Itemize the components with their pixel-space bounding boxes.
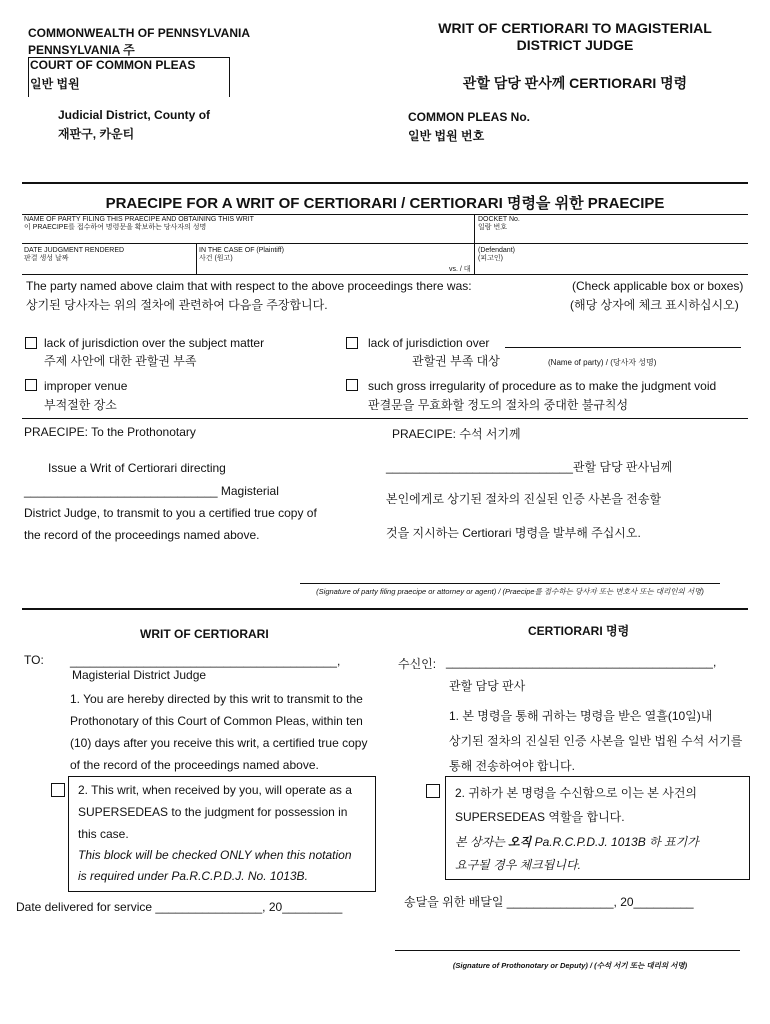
improper-venue-checkbox[interactable]: [25, 379, 37, 391]
form-title-line1: WRIT OF CERTIORARI TO MAGISTERIAL: [438, 20, 712, 36]
writ-p1-ko-line2: 상기된 절차의 진실된 인증 사본을 일반 법원 수석 서기를: [449, 734, 743, 748]
writ-p1-line2: Prothonotary of this Court of Common Pleas, within ten: [70, 714, 363, 728]
procedure-irregularity-checkbox[interactable]: [346, 379, 358, 391]
court-label: COURT OF COMMON PLEAS: [30, 58, 196, 72]
writ-p2-line3: this case.: [78, 827, 129, 841]
plaintiff-label-ko: 사건 (원고): [199, 255, 233, 262]
option-improper-venue: improper venue: [44, 379, 128, 393]
plaintiff-label: IN THE CASE OF (Plaintiff): [199, 247, 284, 254]
check-note: (Check applicable box or boxes): [572, 279, 744, 293]
defendant-label-ko: (피고인): [478, 255, 503, 262]
commonwealth-label-ko: PENNSYLVANIA 주: [28, 43, 135, 57]
to-prothonotary: PRAECIPE: To the Prothonotary: [24, 425, 196, 439]
option-irregularity: such gross irregularity of procedure as to make the judgment void: [368, 379, 717, 393]
claim-text: The party named above claim that with respect to the above proceedings there was:: [26, 279, 472, 293]
writ-p1-ko-line1: 1. 본 명령을 통해 귀하는 명령을 받은 열흘(10일)내: [449, 709, 713, 723]
judgment-date-label: DATE JUDGMENT RENDERED: [24, 247, 125, 254]
party-name-label: NAME OF PARTY FILING THIS PRAECIPE AND OBTAINING THIS WRIT: [24, 216, 254, 223]
option-party-jurisdiction-ko: 관할권 부족 대상: [412, 354, 500, 368]
supersedeas-checkbox[interactable]: [51, 783, 65, 797]
common-pleas-no-label: COMMON PLEAS No.: [408, 110, 530, 124]
writ-title-ko: CERTIORARI 명령: [528, 624, 630, 638]
party-name-label-ko: 이 PRAECIPE를 접수하여 명령문을 확보하는 당사자의 성명: [24, 224, 207, 231]
defendant-label: (Defendant): [478, 247, 515, 254]
praecipe-signature-caption: (Signature of party filing praecipe or attorney or agent) / (Praecipe를 접수하는 당사자 또는 변호사 또는 대리인의 서명): [316, 587, 704, 596]
writ-p1-line4: of the record of the proceedings named above.: [70, 758, 319, 772]
writ-p2-ko-line1: 2. 귀하가 본 명령을 수신함으로 이는 본 사건의: [455, 786, 698, 800]
praecipe-body-1: Issue a Writ of Certiorari directing: [48, 461, 226, 475]
writ-p1-line3: (10) days after you receive this writ, a certified true copy: [70, 736, 368, 750]
writ-p1-ko-line3: 통해 전송하여야 합니다.: [449, 759, 575, 773]
jurisdiction-subject-checkbox[interactable]: [25, 337, 37, 349]
praecipe-body-4: the record of the proceedings named above.: [24, 528, 260, 542]
date-delivered: Date delivered for service ________________, 20_________: [16, 900, 343, 914]
party-name-note: (Name of party) / (당사자 성명): [548, 358, 657, 367]
writ-p1-line1: 1. You are hereby directed by this writ to transmit to the: [70, 692, 363, 706]
form-title-ko: 관할 담당 판사께 CERTIORARI 명령: [462, 75, 688, 91]
writ-p2-ko-line3-a: 본 상자는: [455, 835, 509, 849]
common-pleas-no-label-ko: 일반 법원 번호: [408, 129, 485, 143]
prothonotary-signature-caption: (Signature of Prothonotary or Deputy) / (수석 서기 또는 대리의 서명): [452, 961, 688, 970]
writ-p2-ko-line3-emph: 오직: [508, 835, 532, 849]
praecipe-body-ko-2: 본인에게로 상기된 절차의 진실된 인증 사본을 전송할: [386, 492, 662, 506]
writ-p2-line2: SUPERSEDEAS to the judgment for possession in: [78, 805, 348, 819]
court-label-ko: 일반 법원: [30, 77, 80, 91]
supersedeas-checkbox-ko[interactable]: [426, 784, 440, 798]
praecipe-body-ko-3: 것을 지시하는 Certiorari 명령을 발부해 주십시오.: [386, 526, 641, 540]
judicial-district-label-ko: 재판구, 카운티: [58, 127, 135, 141]
praecipe-body-2: _____________________________ Magisterial: [24, 484, 279, 498]
vs-label: vs. / 대: [449, 266, 471, 273]
to-label-ko: 수신인:: [398, 657, 437, 671]
to-label: TO:: [24, 653, 44, 667]
claim-text-ko: 상기된 당사자는 위의 절차에 관련하여 다음을 주장합니다.: [26, 298, 328, 312]
form-title-line2: DISTRICT JUDGE: [516, 37, 634, 53]
option-irregularity-ko: 판결문을 무효화할 정도의 절차의 중대한 불규칙성: [368, 398, 629, 412]
judgment-date-label-ko: 판결 생성 날짜: [24, 255, 69, 262]
magisterial-judge-label-ko: 관할 담당 판사: [449, 679, 526, 693]
writ-p2-ko-line3-c: Pa.R.C.P.D.J. 1013B 하 표기가: [531, 835, 699, 849]
praecipe-body-3: District Judge, to transmit to you a certified true copy of: [24, 506, 317, 520]
praecipe-body-ko-1: ____________________________관할 담당 판사님께: [386, 460, 673, 474]
option-subject-matter: lack of jurisdiction over the subject matter: [44, 336, 265, 350]
writ-p2-line5: is required under Pa.R.C.P.D.J. No. 1013B.: [78, 869, 308, 883]
writ-title: WRIT OF CERTIORARI: [140, 627, 269, 641]
option-subject-matter-ko: 주제 사안에 대한 관할권 부족: [44, 354, 197, 368]
praecipe-title: PRAECIPE FOR A WRIT OF CERTIORARI / CERTIORARI 명령을 위한 PRAECIPE: [105, 195, 665, 212]
writ-p2-line1: 2. This writ, when received by you, will operate as a: [78, 783, 352, 797]
to-prothonotary-ko: PRAECIPE: 수석 서기께: [392, 427, 521, 441]
magisterial-judge-label: Magisterial District Judge: [72, 668, 207, 682]
judicial-district-label: Judicial District, County of: [58, 108, 211, 122]
to-blank: ________________________________________,: [70, 654, 341, 668]
date-delivered-ko: 송달을 위한 배달일 ________________, 20_________: [404, 895, 694, 909]
commonwealth-label: COMMONWEALTH OF PENNSYLVANIA: [28, 26, 250, 40]
writ-p2-line4: This block will be checked ONLY when this notation: [78, 848, 352, 862]
option-improper-venue-ko: 부적절한 장소: [44, 398, 117, 412]
writ-p2-ko-line3: [455, 833, 699, 850]
docket-no-label: DOCKET No.: [478, 216, 520, 223]
check-note-ko: (해당 상자에 체크 표시하십시오): [570, 298, 739, 312]
docket-no-label-ko: 일람 번호: [478, 224, 507, 231]
writ-p2-ko-line4: 요구될 경우 체크됩니다.: [455, 858, 581, 872]
to-blank-ko: ________________________________________,: [446, 655, 717, 669]
option-party-jurisdiction: lack of jurisdiction over: [368, 336, 490, 350]
jurisdiction-party-checkbox[interactable]: [346, 337, 358, 349]
writ-p2-ko-line2: SUPERSEDEAS 역할을 합니다.: [455, 810, 625, 824]
